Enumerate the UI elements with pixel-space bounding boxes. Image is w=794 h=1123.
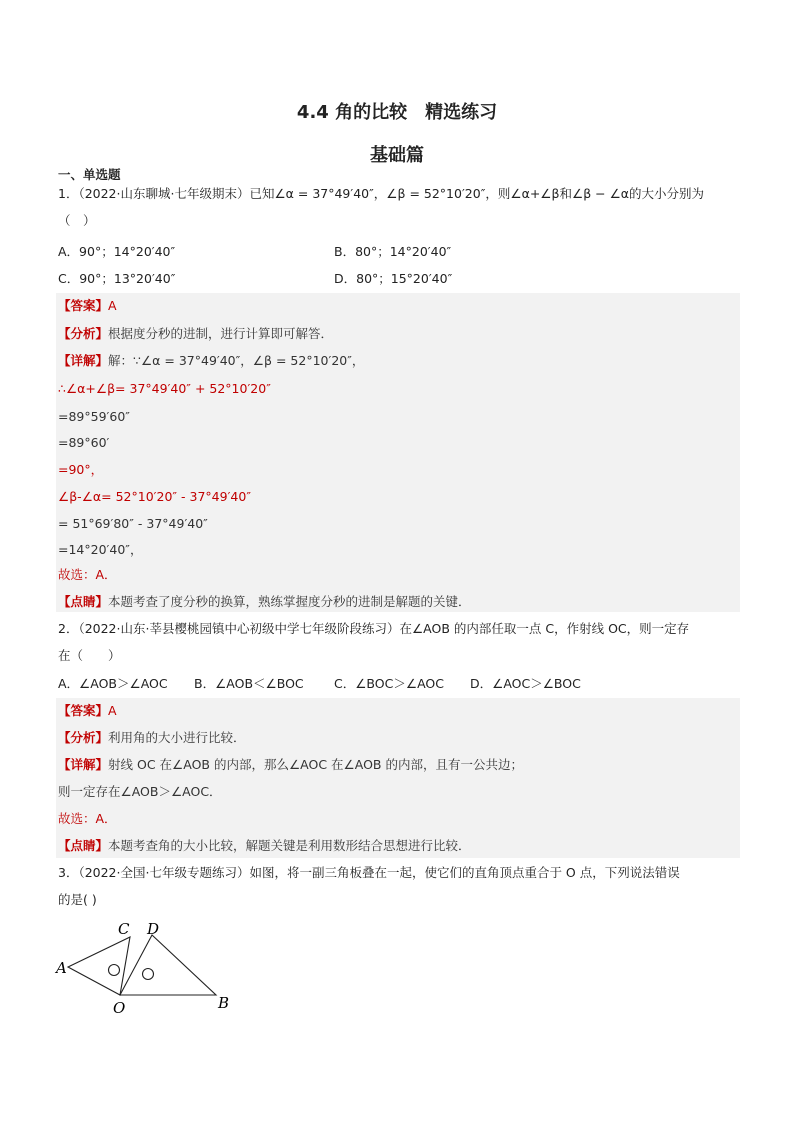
q1-answer [58, 297, 117, 314]
q3-triangle-aco [68, 937, 130, 995]
q1-option-c: C．90°；13°20′40″ [58, 271, 176, 286]
q2-analysis-text: 利用角的大小进行比较． [108, 730, 246, 745]
q2-comment-text: 本题考查角的大小比较，解题关键是利用数形结合思想进行比较． [108, 838, 471, 853]
q1-detail-line5: =90°， [58, 462, 104, 477]
q2-option-a: A．∠AOB＞∠AOC [58, 676, 168, 691]
q2-option-d: D．∠AOC＞∠BOC [470, 676, 581, 691]
section-heading: 一、单选题 [58, 167, 121, 182]
q1-comment-tag: 【点睛】 [58, 594, 109, 609]
q1-analysis-text: 根据度分秒的进制，进行计算即可解答． [108, 326, 334, 341]
q3-label-o: O [113, 999, 126, 1017]
q3-label-c: C [118, 920, 130, 938]
q1-detail-line8: =14°20′40″， [58, 542, 143, 557]
q2-option-c: C．∠BOC＞∠AOC [334, 676, 444, 691]
q1-answer-value: A [108, 298, 117, 313]
q3-hole-right [143, 969, 154, 980]
page-subtitle: 基础篇 [370, 145, 424, 166]
q2-answer-value: A [108, 703, 117, 718]
q3-label-d: D [147, 920, 160, 938]
q1-analysis-tag: 【分析】 [58, 326, 109, 341]
q2-detail [58, 756, 523, 773]
q2-option-b: B．∠AOB＜∠BOC [194, 676, 304, 691]
q2-answer-box [56, 698, 740, 858]
q3-label-a: A [56, 959, 67, 977]
q1-detail-line4: =89°60′ [58, 435, 110, 450]
q1-analysis [58, 325, 333, 342]
q2-stem-line2: 在（ ） [58, 648, 121, 663]
q3-label-b: B [218, 994, 230, 1012]
q2-choose: 故选：A． [58, 811, 117, 826]
q1-answer-tag: 【答案】 [58, 298, 109, 313]
q1-stem-line2: （ ） [58, 213, 96, 228]
q1-detail-tag: 【详解】 [58, 353, 109, 368]
q1-detail-line3: =89°59′60″ [58, 409, 130, 424]
q1-detail-line6: ∠β-∠α= 52°10′20″ - 37°49′40″ [58, 489, 251, 504]
q1-option-a: A．90°；14°20′40″ [58, 244, 176, 259]
q1-detail-line2: ∴∠α+∠β= 37°49′40″ + 52°10′20″ [58, 381, 271, 396]
q3-hole-left [109, 965, 120, 976]
q3-figure-set-squares [52, 915, 242, 1020]
q1-detail-line1: 解：∵∠α = 37°49′40″，∠β = 52°10′20″， [108, 353, 365, 368]
q1-comment [58, 593, 471, 610]
q2-answer-tag: 【答案】 [58, 703, 109, 718]
q1-option-b: B．80°；14°20′40″ [334, 244, 452, 259]
q3-triangle-dob [120, 935, 216, 995]
q2-detail-tag: 【详解】 [58, 757, 109, 772]
q2-detail-line1: 射线 OC 在∠AOB 的内部，那么∠AOC 在∠AOB 的内部，且有一公共边； [108, 757, 523, 772]
q1-detail-line7: = 51°69′80″ - 37°49′40″ [58, 516, 208, 531]
q2-comment [58, 837, 471, 854]
q1-comment-text: 本题考查了度分秒的换算，熟练掌握度分秒的进制是解题的关键． [108, 594, 471, 609]
q2-analysis [58, 729, 246, 746]
q2-analysis-tag: 【分析】 [58, 730, 109, 745]
q1-option-d: D．80°；15°20′40″ [334, 271, 453, 286]
q2-detail-line2: 则一定存在∠AOB＞∠AOC． [58, 784, 222, 799]
q3-stem-line2: 的是( ) [58, 892, 97, 907]
q2-comment-tag: 【点睛】 [58, 838, 109, 853]
q3-stem-line1: 3．（2022·全国·七年级专题练习）如图，将一副三角板叠在一起，使它们的直角顶点重合于 O 点，下列说法错误 [58, 865, 680, 880]
q2-stem-line1: 2．（2022·山东·莘县樱桃园镇中心初级中学七年级阶段练习）在∠AOB 的内部任取一点 C，作射线 OC，则一定存 [58, 621, 690, 636]
q1-choose: 故选：A． [58, 567, 117, 582]
q2-answer [58, 702, 117, 719]
q1-detail [58, 352, 364, 369]
q1-stem-line1: 1．（2022·山东聊城·七年级期末）已知∠α = 37°49′40″，∠β = 52°10′20″，则∠α+∠β和∠β − ∠α的大小分别为 [58, 186, 705, 201]
page-title: 4.4 角的比较 精选练习 [296, 102, 498, 123]
